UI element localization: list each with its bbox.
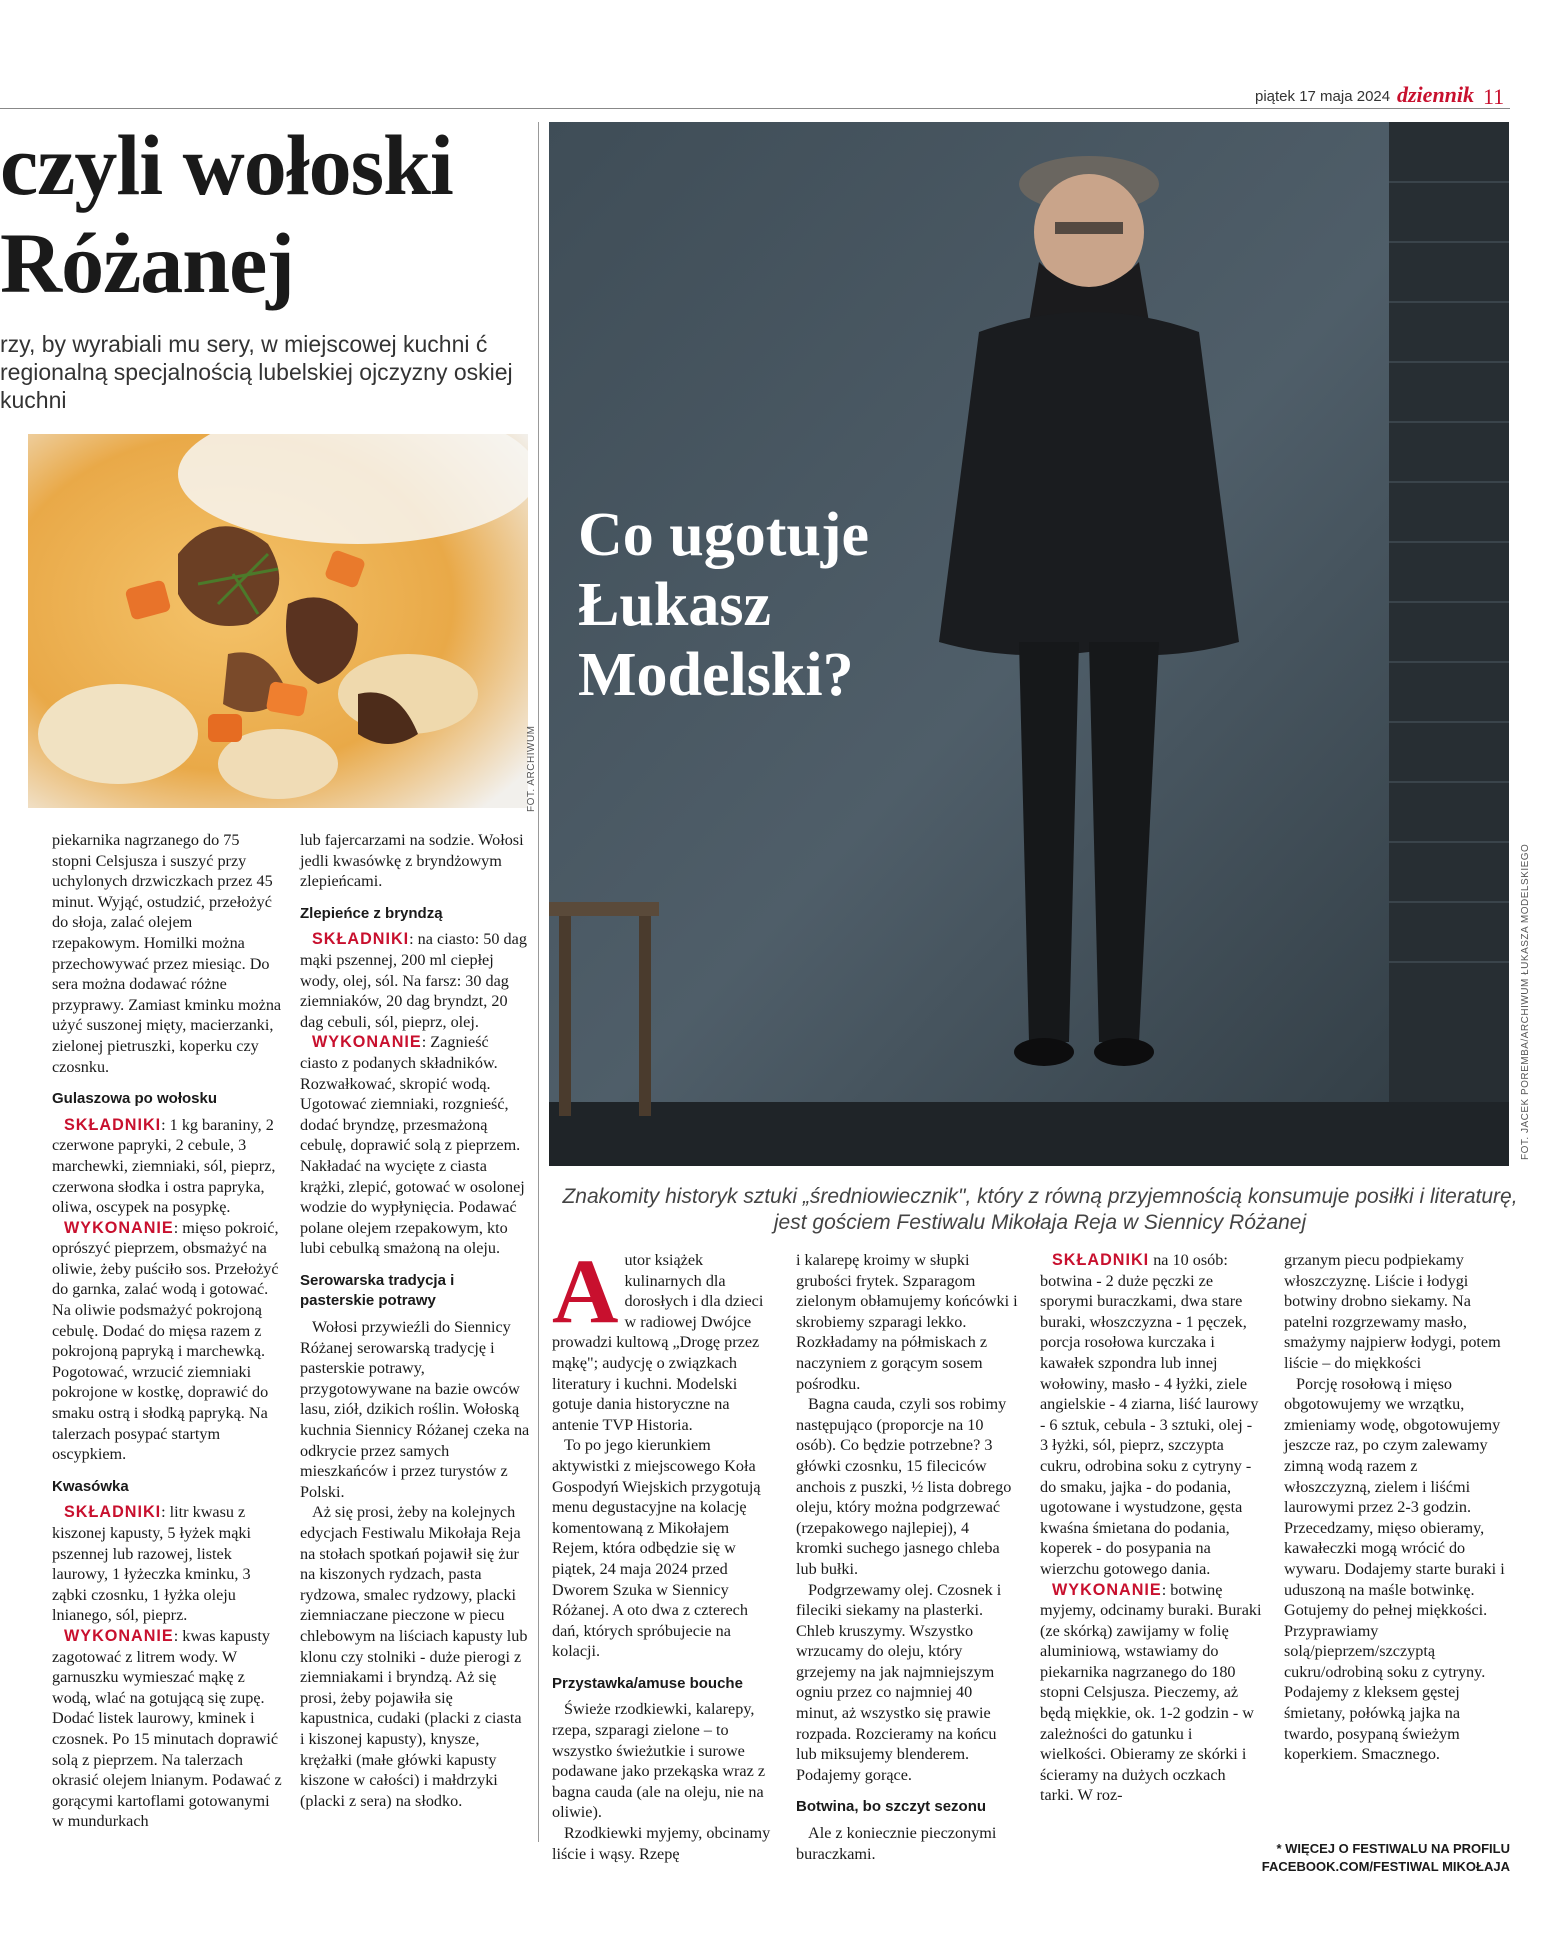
ingredients-paragraph [52,1115,282,1218]
ingredients-label: SKŁADNIKI [312,930,410,949]
column-divider [538,122,539,1842]
section-heading: Przystawka/amuse bouche [552,1674,743,1692]
paragraph: Rzodkiewki myjemy, obcinamy liście i wąsy. Rzepę [552,1824,771,1863]
paragraph: grzanym piecu podpiekamy włoszczyznę. Liście i łodygi botwiny drobno siekamy. Na patelni rozgrzewamy masło, smażymy najpierw łodygi, potem liście – do miękkości [1284,1251,1501,1372]
section-heading: Serowarska tradycja i pasterskie potrawy [300,1271,455,1310]
feature-title: Co ugotuje Łukasz Modelski? [578,501,870,709]
ingredients-text: : 1 kg baraniny, 2 czerwone papryki, 2 cebule, 3 marchewki, ziemniaki, sól, pieprz, czerwona słodka i ostra papryka, oliwa, oscypek na posypkę. [52,1115,276,1217]
column-5 [1040,1250,1262,1806]
paragraph: Podgrzewamy olej. Czosnek i fileciki siekamy na plasterki. Chleb kruszymy. Wszystko wrzucamy do oleju, który grzejemy na jak najmniejszym ogniu przez co najmniej 40 minut, aż wszystko się prawie rozpada. Rozcieramy na końcu lub miksujemy blenderem. Podajemy gorące. [796,1580,1002,1784]
masthead-logo: dziennik [1397,82,1475,107]
ingredients-label: SKŁADNIKI [1052,1251,1150,1269]
festival-footnote [1190,1840,1510,1876]
portrait-photo-credit: FOT. JACEK POREMBA/ARCHIWUM ŁUKASZA MODELSKIEGO [1520,843,1531,1160]
paragraph: Porcję rosołową i mięso obgotowujemy we wrzątku, zmieniamy wodę, obgotowujemy jeszcze raz, po czym zalewamy zimną wodą razem z włoszczyzną, zielem i liśćmi laurowymi przez 2-3 godzin. Przecedzamy, mięso obieramy, kawałeczki mogą wrócić do wywaru. Dodajemy starte buraki i uduszoną na maśle botwinkę. Gotujemy do pełnej miękkości. Przyprawiamy solą/pieprzem/szczyptą cukru/odrobiną soku z cytryny. Podajemy z kleksem gęstej śmietany, połówką jajka na twardo, posypaną świeżym koperkiem. Smacznego. [1284,1374,1505,1764]
paragraph: piekarnika nagrzanego do 75 stopni Celsjusza i suszyć przy uchylonych drzwiczkach przez 45 minut. Wyjąć, ostudzić, przełożyć do słoja, zalać olejem rzepakowym. Homilki można przechowywać przez miesiąc. Do sera można dodawać różne przyprawy. Zamiast kminku można użyć suszonej mięty, macierzanki, zielonej pietruszki, koperku czy czosnku. [52,831,282,1076]
section-heading: Gulaszowa po wołosku [52,1090,218,1108]
footnote-line-1: * WIĘCEJ O FESTIWALU NA PROFILU [1276,1841,1510,1856]
column-3 [552,1240,774,1864]
header-rule [0,108,1510,109]
page-number: 11 [1483,84,1505,109]
method-paragraph [52,1218,282,1465]
issue-date: piątek 17 maja 2024 [1255,88,1391,105]
method-label: WYKONANIE [64,1218,174,1237]
method-paragraph [1040,1580,1262,1807]
method-text: : botwinę myjemy, odcinamy buraki. Buraki (ze skórką) zawijamy w folię aluminiową, wstawiamy do piekarnika nagrzanego do 180 stopni Celsjusza. Pieczemy, aż będą miękkie, ok. 1-2 godzin - w zależności do gatunku i wielkości. Obieramy ze skórki i ścieramy na dużych oczkach tarki. W roz- [1040,1580,1262,1805]
section-heading: Zlepieńce z bryndzą [300,904,443,922]
column-1 [52,830,282,1832]
headline: czyli wołoski Różanej [0,117,453,311]
column-4 [796,1250,1018,1864]
ingredients-text: : litr kwasu z kiszonej kapusty, 5 łyżek mąki pszennej lub razowej, listek laurowy, 1 łyżeczka kminku, 3 ząbki czosnku, 1 łyżka oleju lnianego, sól, pieprz. [52,1503,251,1625]
lead-text: rzy, by wyrabiali mu sery, w miejscowej kuchni ć regionalną specjalnością lubelskiej ojczyzny oskiej kuchni [0,331,513,413]
paragraph: i kalarepę kroimy w słupki grubości frytek. Szparagom zielonym obłamujemy końcówki i skrobiemy szparagi lekko. Rozkładamy na półmiskach z naczyniem z gorącym sosem pośrodku. [796,1251,1018,1393]
ingredients-paragraph [1040,1250,1262,1580]
paragraph: Ale z koniecznie pieczonymi buraczkami. [796,1824,997,1863]
column-2 [300,830,530,1811]
method-label: WYKONANIE [1052,1580,1162,1599]
method-label: WYKONANIE [64,1626,174,1645]
paragraph: lub fajercarzami na sodzie. Wołosi jedli kwasówkę z bryndżowym zlepieńcami. [300,831,524,891]
ingredients-paragraph [52,1502,282,1626]
ingredients-text: na 10 osób: botwina - 2 duże pęczki ze sporymi buraczkami, dwa stare buraki, włoszczyzna - 1 pęczek, porcja rosołowa kurczaka i kawałek szpondra lub innej wołowiny, masło - 4 łyżki, ziele angielskie - 4 ziarna, liść laurowy - 6 sztuk, cebula - 3 sztuki, olej - 3 łyżki, sól, pieprz, szczypta cukru, odrobina soku z cytryny - do smaku, jajka - do podania, ugotowane i wystudzone, gęsta kwaśna śmietana do podania, koperek - do posypania na wierzchu gotowego dania. [1040,1251,1259,1578]
ingredients-paragraph [300,929,530,1032]
food-photo-credit: FOT. ARCHIWUM [526,725,537,812]
drop-cap: A [552,1240,619,1342]
section-heading: Kwasówka [52,1477,129,1495]
paragraph: To po jego kierunkiem aktywistki z miejscowego Koła Gospodyń Wiejskich przygotują menu degustacyjne na kolację komentowaną z Mikołajem Rejem, która odbędzie się w piątek, 24 maja 2024 przed Dworem Szuka w Siennicy Różanej. A oto dwa z czterech dań, których spróbujecie na kolacji. [552,1436,761,1661]
method-label: WYKONANIE [312,1033,422,1052]
paragraph: Aż się prosi, żeby na kolejnych edycjach Festiwalu Mikołaja Reja na stołach spotkań pojawił się żur na kiszonych rydzach, pasta rydzowa, smalec rydzowy, placki ziemniaczane pieczone w piecu chlebowym na liściach kapusty lub klonu czy stolniki - duże pierogi z ziemniakami i bryndzą. Aż się prosi, żeby pojawiła się kapustnica, cudaki (placki z ciasta i kiszonej kapusty), knysze, krężałki (małe główki kapusty kiszone w całości) i małdrzyki (placki z sera) na słodko. [300,1503,528,1810]
paragraph: Bagna cauda, czyli sos robimy następująco (proporcje na 10 osób). Co będzie potrzebne? 3 główki czosnku, 15 fileciców anchois z puszki, ½ lista dobrego oleju, który można podgrzewać (rzepakowego najlepiej), 4 kromki suchego jasnego chleba lub bułki. [796,1395,1012,1578]
method-text: : Zagnieść ciasto z podanych składników. Rozwałkować, skropić wodą. Ugotować ziemniaki, rozgnieść, dodać bryndzę, przesmażoną cebulę, doprawić solą z pieprzem. Nakładać na wycięte z ciasta krążki, zlepić, gotować w osolonej wodzie do wypłynięcia. Podawać polane olejem rzepakowym, kto lubi cebulką smażoną na oleju. [300,1033,525,1258]
paragraph: Wołosi przywieźli do Siennicy Różanej serowarską tradycję i pasterskie potrawy, przygotowywane na bazie owców lasu, ziół, dzikich roślin. Wołoską kuchnia Siennicy Różanej czeka na odkrycie przez samych mieszkańców i przez turystów z Polski. [300,1318,530,1501]
ingredients-label: SKŁADNIKI [64,1115,162,1134]
section-heading: Botwina, bo szczyt sezonu [796,1798,987,1816]
method-paragraph [52,1626,282,1832]
column-6 [1284,1250,1506,1765]
method-text: : mięso pokroić, oprószyć pieprzem, obsmażyć na oliwie, żeby puściło sos. Przełożyć do garnka, zalać wodą i gotować. Na oliwie podsmażyć pokrojoną cebulę. Dodać do mięsa razem z pokrojoną papryką i marchewką. Pogotować, wrzucić ziemniaki pokrojone w kostkę, doprawić do smaku ostrą i słodką papryką. Na talerzach posypać startym oscypkiem. [52,1218,279,1464]
footnote-link[interactable]: FACEBOOK.COM/FESTIWAL MIKOŁAJA [1261,1859,1510,1874]
ingredients-label: SKŁADNIKI [64,1503,162,1522]
paragraph: Świeże rzodkiewki, kalarepy, rzepa, szparagi zielone – to wszystko świeżutkie i surowe podawane jako przekąska wraz z bagna cauda (ale na oleju, nie na oliwie). [552,1700,766,1822]
ingredients-text: : na ciasto: 50 dag mąki pszennej, 200 ml ciepłej wody, olej, sól. Na farsz: 30 dag ziemniaków, 20 dag bryndzt, 20 dag cebuli, sól, pieprz, olej. [300,930,527,1031]
photo-caption: Znakomity historyk sztuki „średniowiecznik", który z równą przyjemnością konsumuje posiłki i literaturę, jest gościem Festiwalu Mikołaja Reja w Siennicy Różanej [562,1185,1518,1234]
method-paragraph [300,1032,530,1259]
food-photo [28,434,528,808]
method-text: : kwas kapusty zagotować z litrem wody. W garnuszku wymieszać mąkę z wodą, wlać na gotującą się zupę. Dodać listek laurowy, kminek i czosnek. Po 15 minutach doprawić solą z pieprzem. Na talerzach okrasić olejem lnianym. Podawać z gorącymi kartoflami gotowanymi w mundurkach [52,1626,282,1831]
paragraph: utor książek kulinarnych dla dorosłych i dla dzieci w radiowej Dwójce prowadzi kultową „Drogę przez mąkę"; audycję o związkach literatury i kuchni. Modelski gotuje dania historyczne na antenie TVP Historia. [552,1251,764,1434]
